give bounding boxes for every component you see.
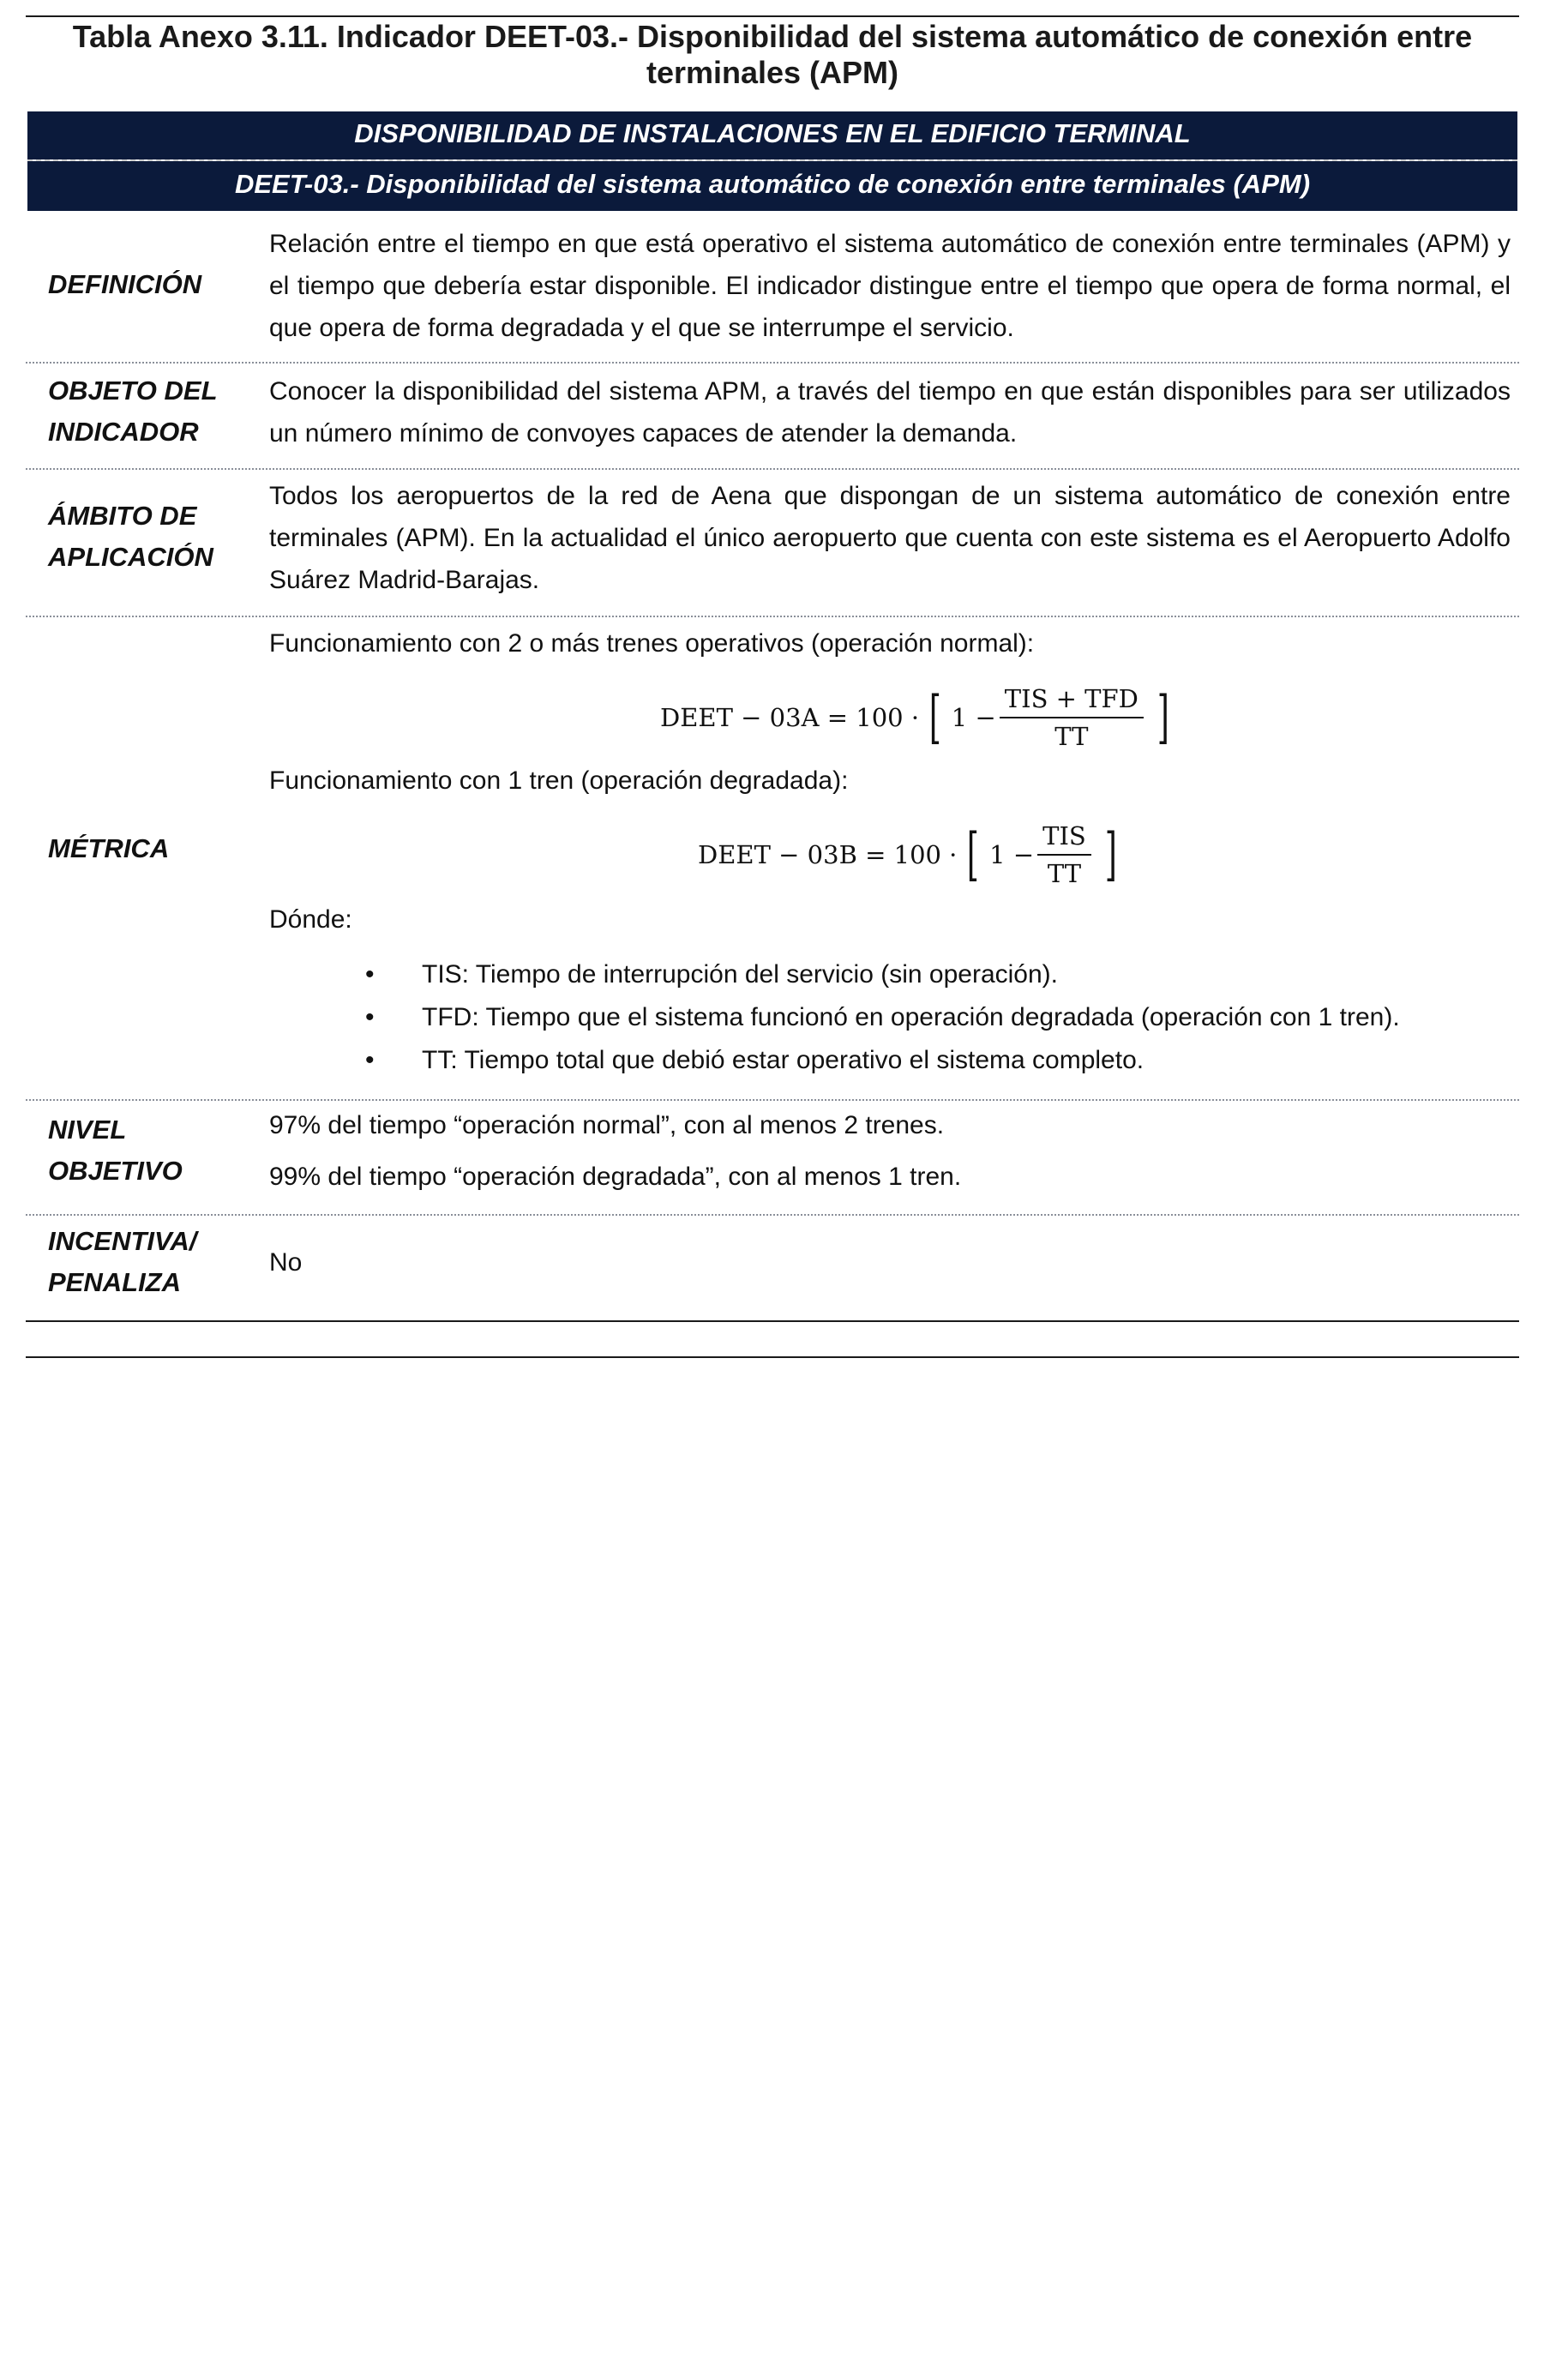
table-caption-line2: terminales (APM) [646, 55, 899, 90]
text-definicion: Relación entre el tiempo en que está operativo el sistema automático de conexión entre terminales (APM) y el tiempo que debería estar disponible. El indicador distingue entre el tiempo que opera de forma normal, el que opera de forma degradada y el que se interrumpe el servicio. [269, 230, 1511, 342]
label-nivel [48, 1109, 245, 1192]
formula-a-one: 1 − [951, 703, 996, 732]
metrica-intro-degradada: Funcionamiento con 1 tren (operación degradada): [269, 766, 849, 795]
table-caption-line1: Tabla Anexo 3.11. Indicador DEET-03.- Disponibilidad del sistema automático de conexión entre [72, 19, 1473, 54]
right-bracket: ] [1104, 821, 1117, 887]
nivel-normal: 97% del tiempo “operación normal”, con al menos 2 trenes. [269, 1111, 945, 1139]
label-incentiva-line1: INCENTIVA/ [48, 1226, 197, 1256]
indicator-header: DEET-03.- Disponibilidad del sistema automático de conexión entre terminales (APM) [27, 161, 1517, 211]
formula-b-numerator: TIS [1037, 821, 1091, 856]
formula-a-numerator: TIS + TFD [1000, 684, 1144, 718]
row-ambito [26, 470, 1519, 614]
label-incentiva-line2: PENALIZA [48, 1267, 181, 1297]
nivel-degradada: 99% del tiempo “operación degradada”, con al menos 1 tren. [269, 1163, 962, 1191]
bullet-icon: • [365, 960, 375, 989]
label-ambito [48, 496, 245, 578]
formula-b-lhs: DEET − 03B = 100 · [698, 840, 958, 869]
formula-b-fraction [1037, 821, 1091, 888]
table-caption [26, 19, 1519, 91]
formula-deet-03b [698, 816, 1127, 893]
left-bracket: [ [967, 821, 980, 887]
metrica-donde: Dónde: [269, 905, 352, 934]
formula-a-lhs: DEET − 03A = 100 · [660, 703, 920, 732]
label-ambito-line1: ÁMBITO DE [48, 501, 197, 531]
page-footer-rule [26, 1356, 1519, 1358]
table-bottom-rule [26, 1320, 1519, 1322]
label-metrica: MÉTRICA [48, 833, 170, 863]
label-ambito-line2: APLICACIÓN [48, 542, 213, 572]
label-nivel-line2: OBJETIVO [48, 1156, 183, 1186]
row-nivel [26, 1101, 1519, 1212]
definition-tt: TT: Tiempo total que debió estar operativo el sistema completo. [422, 1046, 1144, 1074]
formula-a-fraction [1000, 684, 1144, 751]
label-definicion: DEFINICIÓN [48, 269, 202, 299]
category-header: DISPONIBILIDAD DE INSTALACIONES EN EL EDIFICIO TERMINAL [27, 111, 1517, 159]
label-objeto [48, 370, 245, 453]
right-bracket: ] [1156, 684, 1169, 750]
incentiva-value: No [269, 1248, 303, 1277]
definition-tfd: TFD: Tiempo que el sistema funcionó en operación degradada (operación con 1 tren). [422, 1003, 1400, 1031]
row-incentiva [26, 1216, 1519, 1319]
label-objeto-line2: INDICADOR [48, 417, 199, 447]
text-ambito: Todos los aeropuertos de la red de Aena que dispongan de un sistema automático de conexión entre terminales (APM). En la actualidad el único aeropuerto que cuenta con este sistema es el Aeropuerto Adolfo Suárez Madrid-Barajas. [269, 482, 1511, 594]
row-definicion [26, 218, 1519, 360]
metrica-intro-normal: Funcionamiento con 2 o más trenes operativos (operación normal): [269, 629, 1035, 658]
row-objeto [26, 364, 1519, 466]
row-metrica [26, 617, 1519, 1097]
label-incentiva [48, 1221, 245, 1303]
caption-top-rule [26, 15, 1519, 17]
bullet-icon: • [365, 1046, 375, 1074]
label-nivel-line1: NIVEL [48, 1115, 127, 1145]
formula-deet-03a [660, 679, 1180, 756]
bullet-icon: • [365, 1003, 375, 1031]
formula-b-one: 1 − [989, 840, 1035, 869]
text-objeto: Conocer la disponibilidad del sistema APM, a través del tiempo en que están disponibles para ser utilizados un número mínimo de convoyes capaces de atender la demanda. [269, 377, 1511, 448]
formula-b-denominator: TT [1047, 859, 1082, 888]
definition-tis: TIS: Tiempo de interrupción del servicio (sin operación). [422, 960, 1059, 989]
left-bracket: [ [928, 684, 942, 750]
label-objeto-line1: OBJETO DEL [48, 376, 218, 406]
formula-a-denominator: TT [1054, 722, 1089, 751]
